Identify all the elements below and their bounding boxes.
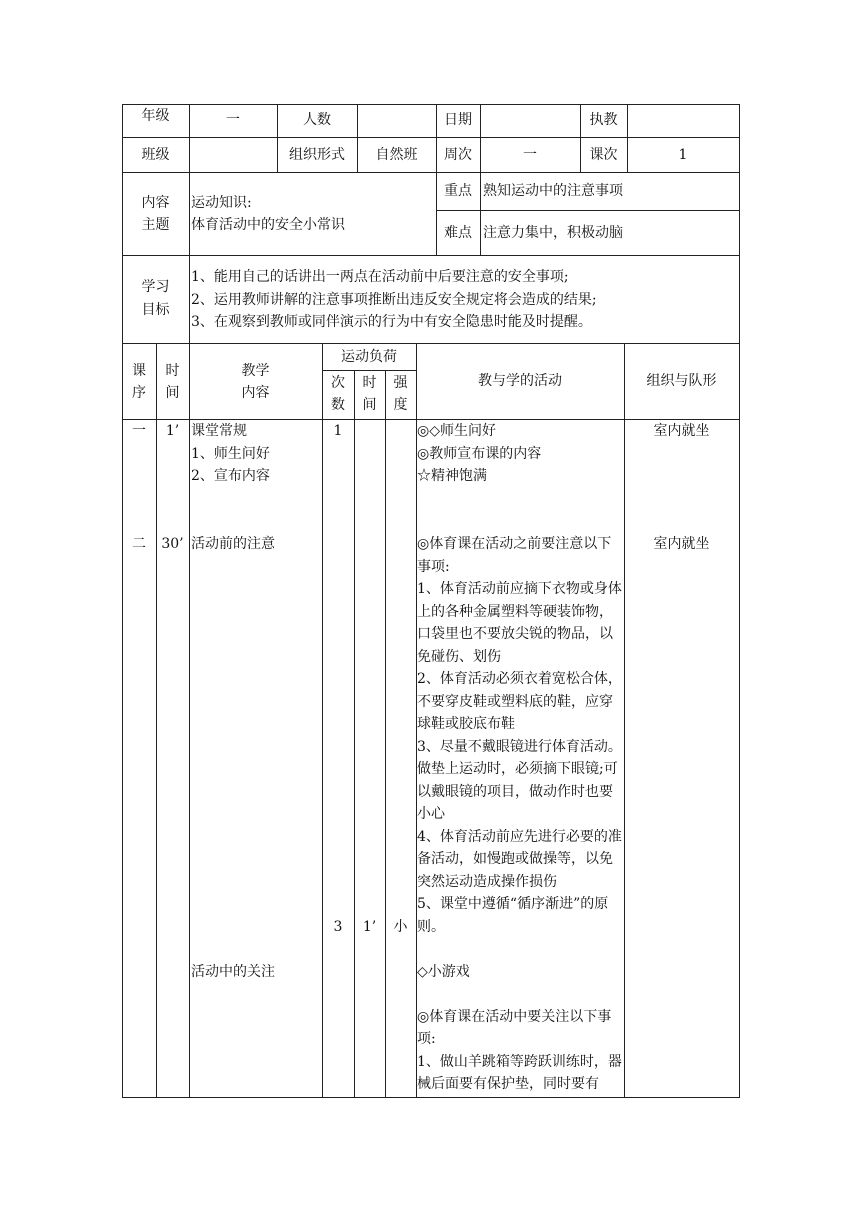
row-time: 30’ — [161, 536, 184, 552]
row-content: 活动前的注意 — [191, 536, 275, 552]
col-time-header: 时 — [165, 363, 180, 379]
table-rule — [156, 343, 157, 1098]
row-content: 1、师生问好 — [191, 446, 270, 462]
row-org: 室内就坐 — [653, 423, 710, 439]
table-rule — [322, 370, 416, 371]
table-rule — [122, 172, 740, 173]
col-intensity-header: 强 — [393, 375, 408, 391]
col-load-time-header: 时 — [362, 375, 377, 391]
row-activity — [417, 420, 624, 488]
row-time: 1’ — [165, 423, 180, 439]
key-point-label: 重点 — [444, 183, 472, 199]
week-value: 一 — [523, 147, 537, 163]
activity-line: ◎◇师生问好 — [417, 423, 496, 439]
col-order-header: 序 — [132, 385, 146, 401]
activity-line: ◎教师宣布课的内容 — [417, 445, 542, 462]
row-content: 课堂常规 — [191, 423, 247, 439]
row-order: 二 — [132, 536, 146, 552]
col-intensity-header: 度 — [393, 397, 408, 413]
activity-line: 5、课堂中遵循“循序渐进”的原则。 — [417, 896, 609, 935]
table-border-right — [739, 104, 740, 1098]
col-count-header: 数 — [331, 397, 345, 413]
activity-line: 3、尽量不戴眼镜进行体育活动。做垫上运动时，必须摘下眼镜;可以戴眼镜的项目，做动作时也要小心 — [417, 738, 622, 822]
table-rule — [122, 343, 740, 344]
table-border-top — [122, 104, 740, 105]
col-content-header: 内容 — [241, 385, 270, 401]
activity-line: 1、做山羊跳箱等跨跃训练时，器械后面要有保护垫，同时要有 — [417, 1053, 622, 1092]
lesson-label: 课次 — [589, 147, 618, 163]
table-rule — [354, 370, 355, 1098]
table-border-left — [122, 104, 123, 1098]
goals-label: 学习 — [141, 279, 170, 295]
row-intensity: 小 — [393, 919, 408, 935]
row-org: 室内就坐 — [653, 536, 710, 552]
class-label: 班级 — [141, 147, 170, 163]
org-form-label: 组织形式 — [289, 147, 345, 163]
content-theme-text: 运动知识: — [191, 195, 252, 211]
row-activity — [417, 533, 624, 1096]
row-count: 1 — [333, 423, 343, 439]
table-rule — [122, 255, 740, 256]
col-org-header: 组织与队形 — [646, 373, 717, 389]
difficulty-label: 难点 — [444, 225, 472, 241]
col-count-header: 次 — [331, 375, 345, 391]
goals-label: 目标 — [141, 302, 170, 318]
goal-item: 3、在观察到教师或同伴演示的行为中有安全隐患时能及时提醒。 — [191, 314, 592, 330]
grade-label: 年级 — [141, 108, 170, 124]
difficulty-value: 注意力集中，积极动脑 — [483, 225, 623, 241]
activity-line: 1、体育活动前应摘下衣物或身体上的各种金属塑料等硬装饰物，口袋里也不要放尖锐的物品，以免碰伤、划伤 — [417, 581, 622, 665]
activity-line: ☆精神饱满 — [417, 468, 487, 484]
activity-line: ◎体育课在活动之前要注意以下事项: — [417, 536, 612, 575]
col-order-header: 课 — [132, 363, 146, 379]
table-rule — [322, 343, 323, 1098]
activity-line — [417, 983, 624, 1006]
teacher-label: 执教 — [589, 112, 618, 128]
content-theme-label: 内容 — [141, 195, 170, 211]
lesson-value: 1 — [678, 147, 688, 163]
row-count: 3 — [333, 919, 343, 935]
col-content-header: 教学 — [241, 363, 270, 379]
goal-item: 2、运用教师讲解的注意事项推断出违反安全规定将会造成的结果; — [191, 292, 597, 308]
row-load-time: 1’ — [362, 919, 377, 935]
grade-value: 一 — [226, 112, 240, 128]
activity-line: ◇小游戏 — [417, 963, 470, 980]
table-rule — [122, 137, 740, 138]
content-theme-label: 主题 — [141, 217, 170, 233]
people-label: 人数 — [303, 112, 331, 128]
row-content: 活动中的关注 — [191, 964, 275, 980]
activity-line — [417, 938, 624, 961]
col-load-header: 运动负荷 — [341, 349, 397, 365]
activity-line: 2、体育活动必须衣着宽松合体，不要穿皮鞋或塑料底的鞋，应穿球鞋或胶底布鞋 — [417, 671, 622, 732]
key-point-value: 熟知运动中的注意事项 — [483, 183, 623, 199]
table-rule — [189, 255, 190, 343]
table-rule — [624, 343, 625, 1098]
col-activity-header: 教与学的活动 — [478, 373, 562, 389]
week-label: 周次 — [444, 147, 472, 163]
col-time-header: 间 — [165, 385, 180, 401]
date-label: 日期 — [444, 112, 472, 128]
activity-line: ◎体育课在活动中要关注以下事项: — [417, 1008, 612, 1047]
table-border-bottom — [122, 1097, 740, 1098]
col-load-time-header: 间 — [362, 397, 377, 413]
row-order: 一 — [132, 423, 146, 439]
table-rule — [480, 104, 481, 255]
goal-item: 1、能用自己的话讲出一两点在活动前中后要注意的安全事项; — [191, 269, 569, 285]
org-form-value: 自然班 — [375, 147, 418, 163]
table-rule — [436, 210, 740, 211]
content-theme-text: 体育活动中的安全小常识 — [191, 217, 345, 233]
table-rule — [385, 370, 386, 1098]
activity-line: 4、体育活动前应先进行必要的准备活动，如慢跑或做操等，以免突然运动造成操作损伤 — [417, 828, 622, 890]
row-content: 2、宣布内容 — [191, 468, 270, 484]
table-rule — [189, 343, 190, 1098]
